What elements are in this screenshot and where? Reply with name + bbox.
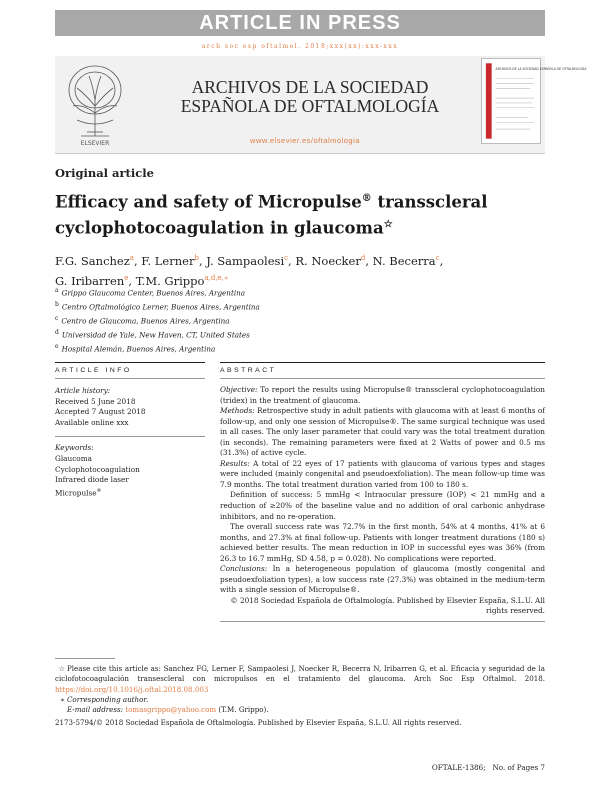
article-info-column: [55, 362, 205, 499]
keyword: Cyclophotocoagulation: [55, 464, 140, 474]
journal-name-line1: ARCHIVOS DE LA SOCIEDAD: [191, 77, 429, 97]
journal-name-line2: ESPAÑOLA DE OFTALMOLOGÍA: [180, 96, 440, 116]
article-info-heading: ARTICLE INFO: [55, 367, 205, 379]
journal-cover-thumbnail: [481, 58, 587, 144]
corresponding-author-footnote: ∗ Corresponding author.: [60, 694, 149, 704]
article-type: Original article: [55, 166, 154, 180]
elsevier-logo-text: ELSEVIER: [80, 140, 110, 147]
abstract-methods: Methods: Retrospective study in adult patients with glaucoma with at least 6 months of follow-up, and only one session of Micropulse®. The same surgical technique was used in all cases. The only laser parameter that could vary was the total treatment duration (in seconds). The remaining parameters were fixed at 2 Watts of power and 0.5 ms (31.3%) of active cycle.: [220, 406, 545, 458]
email-footnote: E-mail address: tomasgrippo@yahoo.com (T.M. Grippo).: [67, 705, 269, 715]
author-affiliation-link[interactable]: c: [284, 254, 289, 262]
affiliation-item: $^d$ Universidad de Yale, New Haven, CT, United States: [55, 328, 250, 340]
keyword: Micropulse®: [55, 487, 102, 498]
affiliation-item: $^e$ Hospital Alemán, Buenos Aires, Argentina: [55, 342, 216, 353]
affiliation-list: [55, 285, 260, 354]
article-title: [55, 188, 525, 239]
abstract-heading: ABSTRACT: [220, 367, 545, 379]
abstract-objective: Objective: To report the results using Micropulse® transscleral cyclophotocoagulation (tridex) in the treatment of glaucoma.: [220, 385, 545, 405]
author-name: F. Lerner: [141, 253, 195, 268]
issn-line: 2173-5794/© 2018 Sociedad Española de Oftalmología. Published by Elsevier España, S.L.U. All rights reserved.: [55, 718, 462, 728]
page-footer: [432, 763, 545, 772]
abstract-definition: Definition of success: 5 mmHg < Intraocular pressure (IOP) < 21 mmHg and a reduction of ≥20% of the baseline value and no addition of oral carbonic anhydrase inhibitors, and no re-operation.: [220, 490, 545, 521]
author-affiliation-link[interactable]: d: [360, 254, 366, 262]
citation-footnote: ☆ Please cite this article as: Sanchez FG, Lerner F, Sampaolesi J, Noecker R, Becerra N, Iribarren G, et al. Eficacia y seguridad de la ciclofotocoagulación transescleral con micropulsos en el tratamiento del glaucoma. Arch Soc Esp Oftalmol. 2018. https://doi.org/10.1016/j.oftal.2018.08.003: [55, 664, 545, 694]
author-name: F.G. Sanchez: [55, 253, 130, 268]
affiliation-item: $^b$ Centro Oftalmológico Lerner, Buenos Aires, Argentina: [55, 300, 260, 312]
author-list: F.G. Sanchez$^a$, F. Lerner$^b$, J. Sampaolesi$^c$, R. Noecker$^d$, N. Becerra$^c$, G. Iribarren$^e$, T.M. Grippo$^{a,d,e,∗}$: [55, 253, 444, 288]
author-affiliation-link[interactable]: b: [194, 254, 199, 262]
title-star-footnote-link[interactable]: ☆: [383, 218, 393, 230]
doi-link[interactable]: https://doi.org/10.1016/j.oftal.2018.08.003: [55, 684, 209, 694]
page-count: No. of Pages 7: [492, 763, 545, 772]
author-name: T.M. Grippo: [135, 273, 205, 288]
article-history: Article history: Received 5 June 2018 Accepted 7 August 2018 Available online xxx: [55, 386, 146, 427]
title-reg-mark: ®: [361, 193, 372, 204]
running-head: arch soc esp oftalmol. 2018;xxx(xx):xxx-xxx: [201, 43, 399, 50]
author-affiliation-link[interactable]: e: [124, 273, 129, 282]
abstract-success: The overall success rate was 72.7% in the first month, 54% at 4 months, 41% at 6 months, and 27.3% at final follow-up. Patients with longer treatment durations (180 s) achieved better results. The mean reduction in IOP in successful eyes was 36% (from 26.3 to 16.7 mmHg, SD 4.58, p = 0.028). No complications were reported.: [220, 522, 545, 563]
abstract-conclusions: Conclusions: In a heterogeneous population of glaucoma (mostly congenital and pseudoexfoliation types), a low success rate (27.3%) was obtained in the medium-term with a single session of Micropulse®.: [220, 564, 545, 595]
email-link[interactable]: tomasgrippo@yahoo.com: [125, 705, 217, 715]
author-affiliation-link[interactable]: c: [435, 254, 440, 262]
article-in-press-banner: ARTICLE IN PRESS: [55, 10, 545, 36]
article-id: OFTALE-1386;: [431, 763, 486, 772]
affiliation-item: $^c$ Centro de Glaucoma, Buenos Aires, Argentina: [55, 314, 230, 326]
title-part2: transscleral: [371, 192, 488, 212]
journal-name: [160, 78, 460, 116]
author-affiliation-link[interactable]: a: [129, 254, 134, 262]
elsevier-tree-logo-icon: [59, 58, 131, 148]
footnotes: [55, 664, 545, 729]
keyword: Infrared diode laser: [55, 475, 129, 485]
author-name: G. Iribarren: [55, 273, 125, 288]
abstract-column: [220, 362, 545, 622]
author-name: J. Sampaolesi: [206, 253, 285, 268]
title-line2: cyclophotocoagulation in glaucoma: [55, 218, 384, 237]
author-name: N. Becerra: [372, 253, 436, 268]
keyword: Glaucoma: [55, 453, 92, 463]
abstract-copyright: © 2018 Sociedad Española de Oftalmología. Published by Elsevier España, S.L.U. All rights reserved.: [230, 595, 545, 616]
author-name: R. Noecker: [295, 253, 361, 268]
keywords-block: Keywords: Glaucoma Cyclophotocoagulation Infrared diode laser Micropulse®: [55, 436, 205, 498]
author-affiliation-link[interactable]: a,d,e,∗: [204, 273, 229, 282]
abstract-body: [220, 385, 545, 617]
title-part1: Efficacy and safety of Micropulse: [55, 192, 362, 212]
journal-url-link[interactable]: www.elsevier.es/oftalmologia: [250, 136, 360, 145]
abstract-results: Results: A total of 22 eyes of 17 patients with glaucoma of various types and stages were included (mainly congenital and pseudoexfoliation). The mean follow-up time was 7.9 months. The total treatment duration varied from 100 to 180 s.: [220, 458, 545, 489]
cover-title: ARCHIVOS DE LA SOCIEDAD ESPAÑOLA DE OFTALMOLOGÍA: [495, 67, 587, 72]
journal-header: [55, 56, 587, 154]
affiliation-item: $^a$ Grippo Glaucoma Center, Buenos Aires, Argentina: [55, 287, 246, 298]
